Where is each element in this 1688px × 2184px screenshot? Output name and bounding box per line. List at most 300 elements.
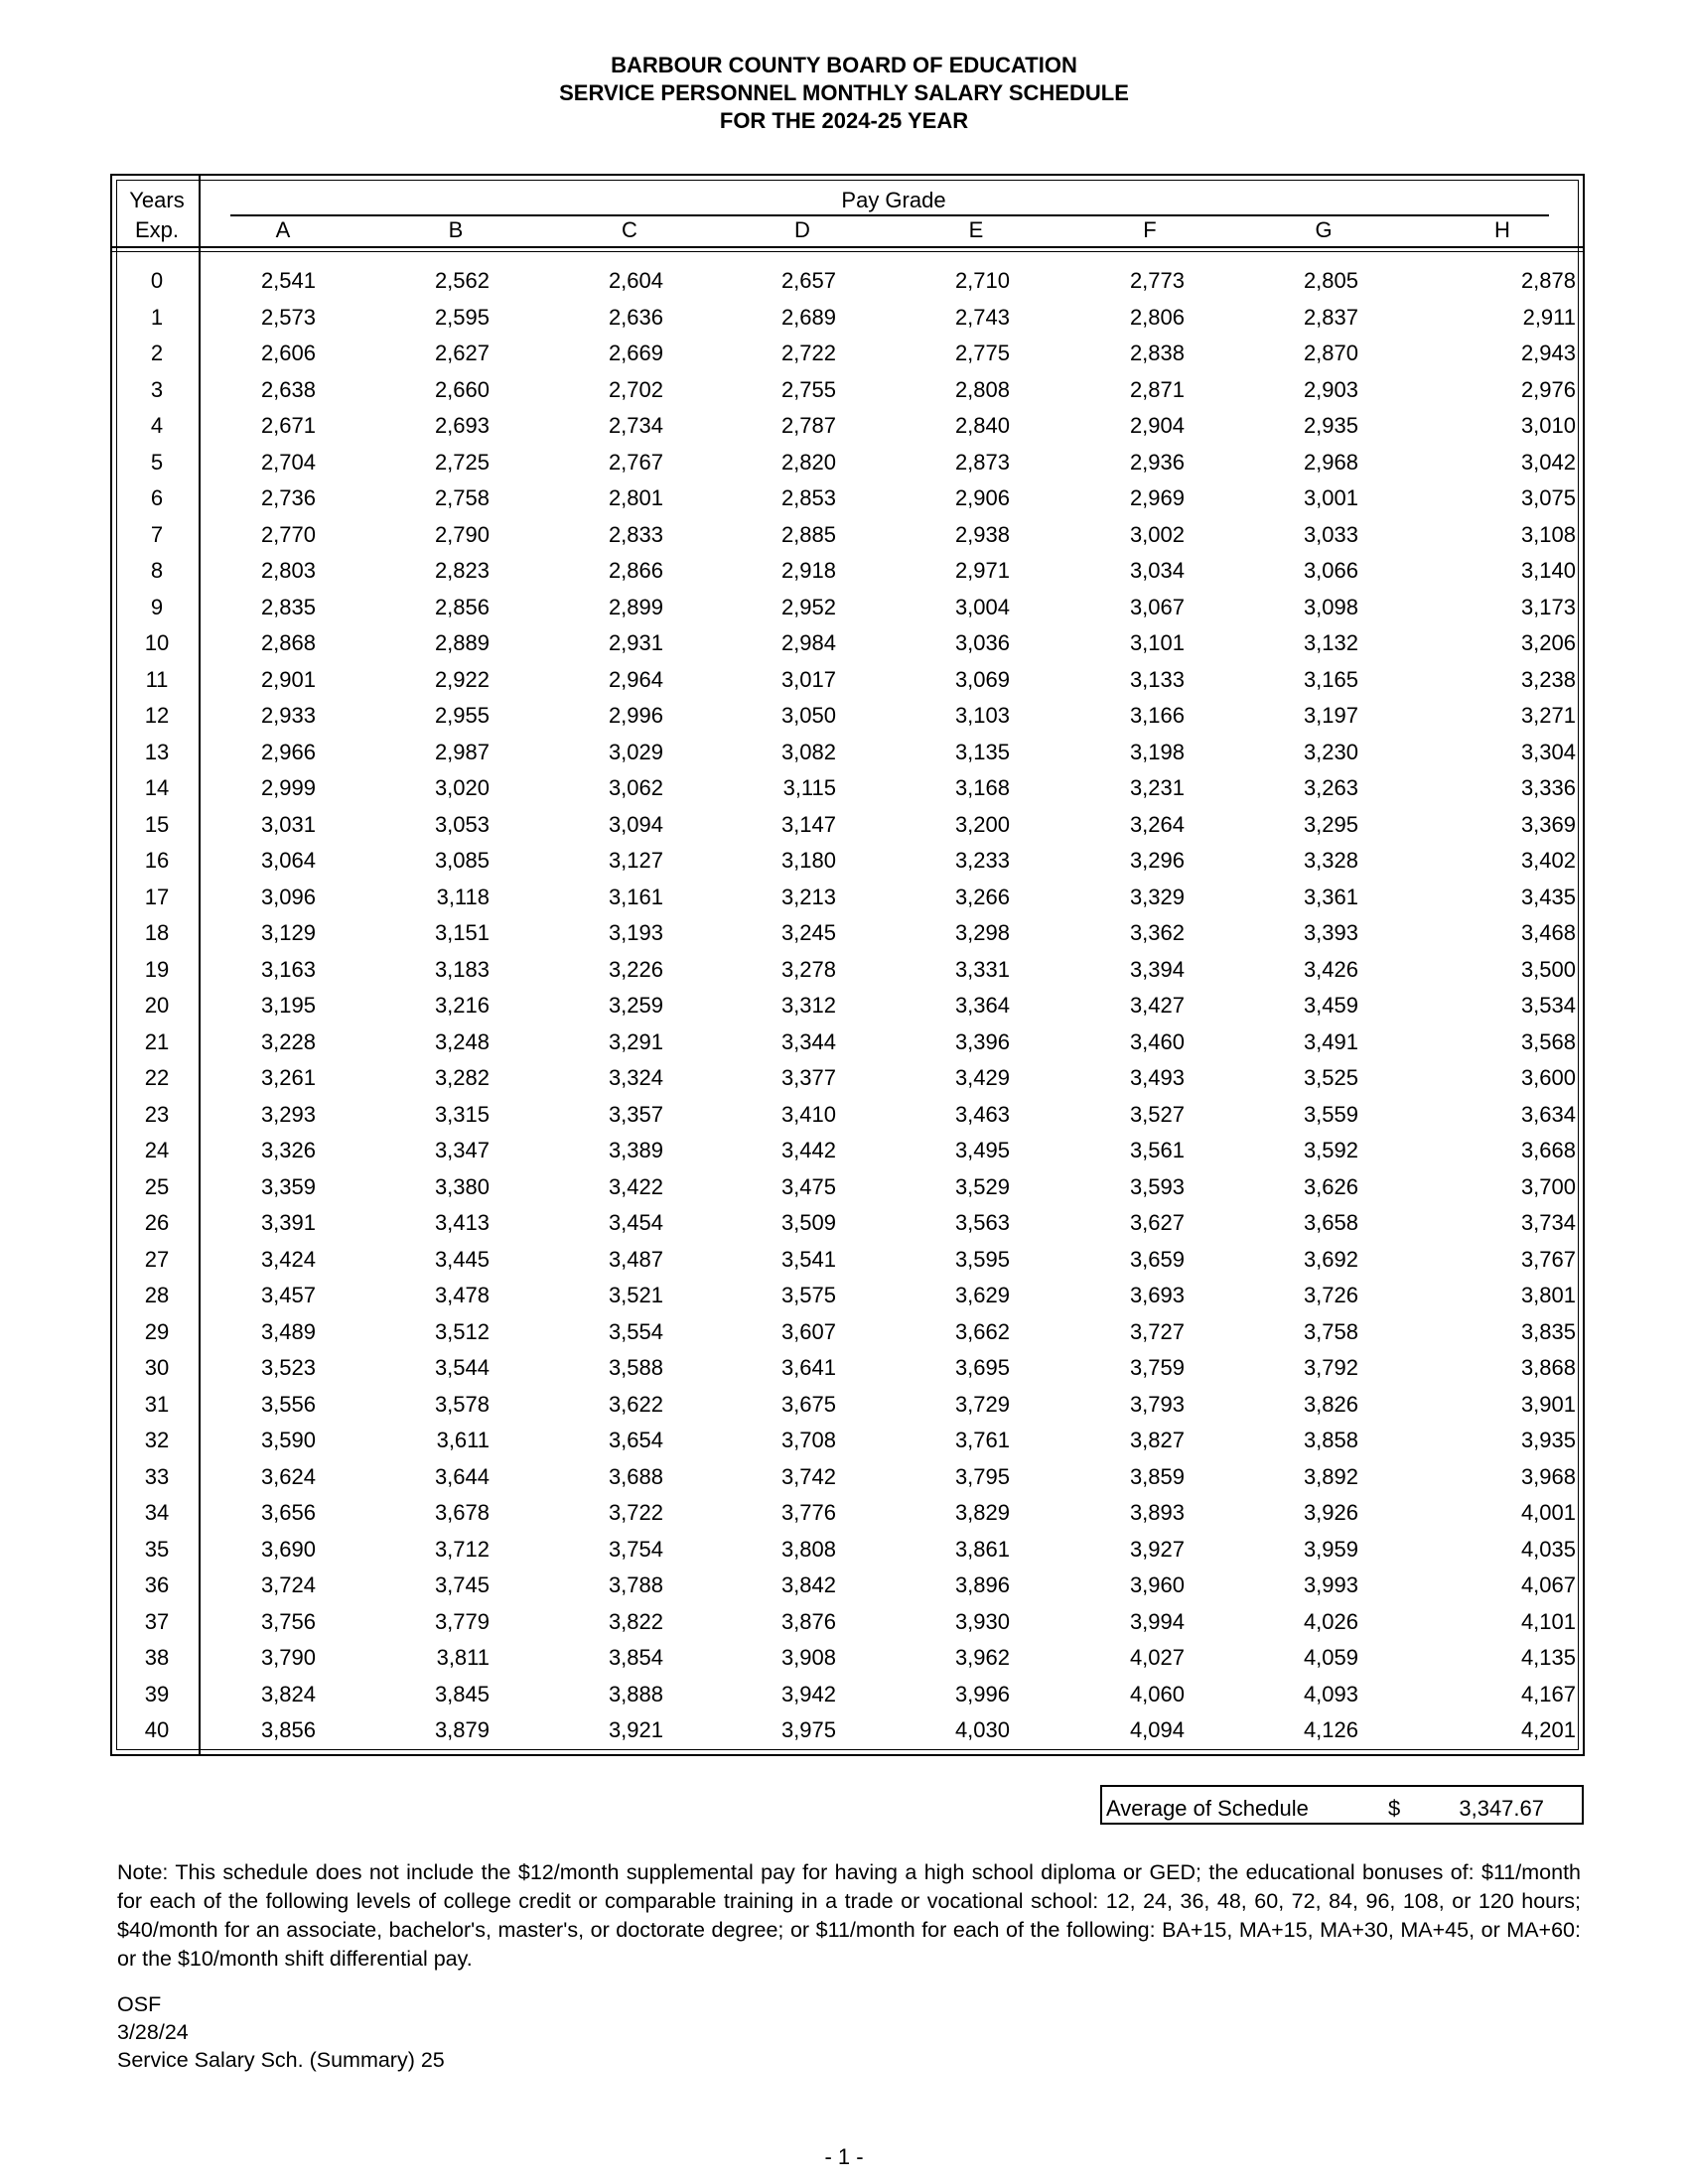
salary-cell: 3,921 xyxy=(608,1717,663,1742)
salary-cell: 3,575 xyxy=(780,1283,836,1307)
salary-cell: 3,304 xyxy=(1520,739,1576,764)
table-row xyxy=(0,1138,1688,1174)
years-cell: 15 xyxy=(144,811,170,837)
salary-cell: 3,690 xyxy=(260,1536,316,1562)
salary-cell: 2,943 xyxy=(1520,341,1576,365)
salary-cell: 2,835 xyxy=(260,594,316,619)
salary-cell: 3,624 xyxy=(260,1463,316,1489)
salary-cell: 3,926 xyxy=(1303,1500,1358,1525)
salary-cell: 2,823 xyxy=(434,558,490,583)
salary-cell: 3,892 xyxy=(1303,1463,1358,1489)
salary-cell: 3,066 xyxy=(1303,558,1358,583)
salary-cell: 3,489 xyxy=(260,1318,316,1344)
salary-cell: 3,556 xyxy=(260,1391,316,1417)
salary-cell: 3,808 xyxy=(780,1536,836,1562)
years-cell: 12 xyxy=(144,703,170,728)
salary-cell: 3,611 xyxy=(436,1428,490,1452)
salary-cell: 3,861 xyxy=(954,1536,1010,1562)
salary-cell: 3,029 xyxy=(608,739,663,764)
salary-cell: 3,359 xyxy=(260,1173,316,1199)
years-cell: 25 xyxy=(144,1173,170,1199)
salary-cell: 4,035 xyxy=(1520,1536,1576,1562)
salary-cell: 3,238 xyxy=(1520,666,1576,692)
salary-cell: 3,291 xyxy=(608,1028,663,1054)
salary-cell: 3,004 xyxy=(954,594,1010,619)
salary-cell: 3,521 xyxy=(608,1283,663,1307)
salary-cell: 2,837 xyxy=(1303,304,1358,330)
footer-author: OSF xyxy=(117,1992,162,2016)
salary-cell: 3,756 xyxy=(260,1608,316,1634)
salary-cell: 3,230 xyxy=(1303,739,1358,764)
salary-cell: 3,629 xyxy=(954,1283,1010,1307)
salary-cell: 3,788 xyxy=(608,1572,663,1597)
years-cell: 37 xyxy=(144,1608,170,1634)
salary-cell: 2,833 xyxy=(608,521,663,547)
salary-cell: 2,801 xyxy=(608,485,663,510)
years-cell: 34 xyxy=(144,1500,170,1525)
salary-cell: 2,671 xyxy=(260,413,316,438)
salary-cell: 2,767 xyxy=(608,449,663,475)
table-row xyxy=(0,1029,1688,1066)
salary-cell: 3,554 xyxy=(608,1318,663,1344)
salary-cell: 2,704 xyxy=(260,449,316,475)
table-row xyxy=(0,1392,1688,1429)
salary-cell: 3,654 xyxy=(608,1428,663,1452)
salary-cell: 3,930 xyxy=(954,1608,1010,1634)
salary-cell: 3,166 xyxy=(1129,703,1185,728)
table-row xyxy=(0,667,1688,704)
salary-cell: 3,468 xyxy=(1520,920,1576,945)
salary-cell: 3,962 xyxy=(954,1645,1010,1670)
salary-cell: 3,064 xyxy=(260,848,316,873)
salary-cell: 2,889 xyxy=(434,630,490,655)
salary-cell: 3,491 xyxy=(1303,1028,1358,1054)
salary-cell: 3,347 xyxy=(434,1138,490,1162)
years-cell: 22 xyxy=(144,1065,170,1090)
salary-cell: 3,493 xyxy=(1129,1065,1185,1090)
salary-cell: 3,607 xyxy=(780,1318,836,1344)
years-cell: 20 xyxy=(144,993,170,1018)
salary-cell: 3,326 xyxy=(260,1138,316,1162)
salary-cell: 3,644 xyxy=(434,1463,490,1489)
salary-cell: 3,226 xyxy=(608,956,663,982)
years-cell: 36 xyxy=(144,1572,170,1597)
salary-cell: 3,592 xyxy=(1303,1138,1358,1162)
salary-cell: 3,118 xyxy=(436,884,490,909)
table-row xyxy=(0,1464,1688,1501)
salary-cell: 3,835 xyxy=(1520,1318,1576,1344)
table-row xyxy=(0,341,1688,377)
salary-cell: 2,775 xyxy=(954,341,1010,365)
salary-cell: 3,959 xyxy=(1303,1536,1358,1562)
pay-grade-header: Pay Grade xyxy=(841,188,946,212)
salary-cell: 2,904 xyxy=(1129,413,1185,438)
salary-cell: 3,525 xyxy=(1303,1065,1358,1090)
salary-cell: 4,126 xyxy=(1303,1717,1358,1742)
table-row xyxy=(0,885,1688,921)
salary-cell: 3,293 xyxy=(260,1101,316,1127)
salary-cell: 3,824 xyxy=(260,1681,316,1706)
footer xyxy=(117,1990,445,2074)
salary-cell: 3,459 xyxy=(1303,993,1358,1018)
years-cell: 9 xyxy=(150,594,164,619)
salary-cell: 2,736 xyxy=(260,485,316,510)
salary-cell: 3,377 xyxy=(780,1065,836,1090)
salary-cell: 2,969 xyxy=(1129,485,1185,510)
salary-cell: 3,364 xyxy=(954,993,1010,1018)
salary-cell: 3,600 xyxy=(1520,1065,1576,1090)
years-cell: 35 xyxy=(144,1536,170,1562)
salary-cell: 3,662 xyxy=(954,1318,1010,1344)
salary-cell: 3,734 xyxy=(1520,1210,1576,1235)
salary-cell: 2,689 xyxy=(780,304,836,330)
salary-cell: 3,168 xyxy=(954,775,1010,800)
salary-cell: 3,324 xyxy=(608,1065,663,1090)
salary-cell: 3,792 xyxy=(1303,1355,1358,1380)
header-divider xyxy=(110,246,1585,248)
table-row xyxy=(0,1319,1688,1356)
salary-cell: 4,027 xyxy=(1129,1645,1185,1670)
salary-cell: 3,198 xyxy=(1129,739,1185,764)
salary-cell: 3,935 xyxy=(1520,1428,1576,1452)
salary-cell: 3,132 xyxy=(1303,630,1358,655)
salary-cell: 3,183 xyxy=(434,956,490,982)
salary-cell: 3,829 xyxy=(954,1500,1010,1525)
table-row xyxy=(0,268,1688,305)
table-row xyxy=(0,1355,1688,1392)
salary-cell: 3,328 xyxy=(1303,848,1358,873)
salary-cell: 3,759 xyxy=(1129,1355,1185,1380)
salary-cell: 2,868 xyxy=(260,630,316,655)
years-cell: 33 xyxy=(144,1463,170,1489)
salary-cell: 2,722 xyxy=(780,341,836,365)
years-cell: 40 xyxy=(144,1717,170,1742)
salary-cell: 3,331 xyxy=(954,956,1010,982)
salary-cell: 3,693 xyxy=(1129,1283,1185,1307)
salary-cell: 3,271 xyxy=(1520,703,1576,728)
years-cell: 39 xyxy=(144,1681,170,1706)
salary-cell: 3,344 xyxy=(780,1028,836,1054)
salary-cell: 3,588 xyxy=(608,1355,663,1380)
salary-cell: 3,017 xyxy=(780,666,836,692)
salary-cell: 3,626 xyxy=(1303,1173,1358,1199)
table-row xyxy=(0,848,1688,885)
salary-cell: 2,906 xyxy=(954,485,1010,510)
footer-date: 3/28/24 xyxy=(117,2020,189,2044)
salary-cell: 3,135 xyxy=(954,739,1010,764)
salary-cell: 3,842 xyxy=(780,1572,836,1597)
salary-cell: 2,702 xyxy=(608,376,663,402)
salary-cell: 3,960 xyxy=(1129,1572,1185,1597)
salary-cell: 3,454 xyxy=(608,1210,663,1235)
salary-cell: 2,918 xyxy=(780,558,836,583)
salary-cell: 2,870 xyxy=(1303,341,1358,365)
years-cell: 16 xyxy=(144,848,170,873)
salary-cell: 3,231 xyxy=(1129,775,1185,800)
years-cell: 10 xyxy=(144,630,170,655)
salary-cell: 3,826 xyxy=(1303,1391,1358,1417)
table-row xyxy=(0,1247,1688,1284)
salary-cell: 3,067 xyxy=(1129,594,1185,619)
salary-cell: 2,636 xyxy=(608,304,663,330)
salary-cell: 3,193 xyxy=(608,920,663,945)
salary-cell: 2,573 xyxy=(260,304,316,330)
table-row xyxy=(0,1500,1688,1537)
grade-header-e: E xyxy=(968,217,984,242)
salary-cell: 3,541 xyxy=(780,1246,836,1272)
salary-cell: 3,712 xyxy=(434,1536,490,1562)
salary-cell: 3,460 xyxy=(1129,1028,1185,1054)
salary-cell: 4,167 xyxy=(1520,1681,1576,1706)
years-cell: 4 xyxy=(150,413,164,438)
salary-cell: 3,994 xyxy=(1129,1608,1185,1634)
salary-cell: 3,641 xyxy=(780,1355,836,1380)
grade-header-d: D xyxy=(794,217,810,242)
table-row xyxy=(0,595,1688,631)
salary-cell: 2,627 xyxy=(434,341,490,365)
salary-cell: 3,036 xyxy=(954,630,1010,655)
note-paragraph: Note: This schedule does not include the $12/month supplemental pay for having a high school diploma or GED; the educational bonuses of: $11/month for each of the following levels of college credit or comparable training in a trade or vocational school: 12, 24, 36, 48, 60, 72, 84, 96, 108, or 120 hours; $40/month for an associate, bachelor's, master's, or doctorate degree; or $11/month for each of the following: BA+15, MA+15, MA+30, MA+45, or MA+60: or the $10/month shift differential pay. xyxy=(117,1860,1581,1971)
salary-cell: 2,806 xyxy=(1129,304,1185,330)
salary-cell: 2,838 xyxy=(1129,341,1185,365)
salary-cell: 3,500 xyxy=(1520,956,1576,982)
salary-cell: 3,435 xyxy=(1520,884,1576,909)
salary-cell: 3,393 xyxy=(1303,920,1358,945)
grade-header-h: H xyxy=(1494,217,1510,242)
years-cell: 2 xyxy=(150,341,164,365)
grade-header-f: F xyxy=(1143,217,1157,242)
salary-cell: 3,968 xyxy=(1520,1463,1576,1489)
grade-header-g: G xyxy=(1315,217,1333,242)
salary-cell: 2,856 xyxy=(434,594,490,619)
salary-cell: 3,050 xyxy=(780,703,836,728)
salary-cell: 4,201 xyxy=(1520,1717,1576,1742)
years-cell: 1 xyxy=(150,304,164,330)
salary-cell: 3,216 xyxy=(434,993,490,1018)
average-label: Average of Schedule xyxy=(1106,1796,1309,1821)
salary-cell: 2,790 xyxy=(434,521,490,547)
salary-cell: 3,108 xyxy=(1520,521,1576,547)
exp-header: Exp. xyxy=(134,217,180,242)
salary-cell: 3,380 xyxy=(434,1173,490,1199)
years-cell: 24 xyxy=(144,1138,170,1162)
salary-cell: 3,795 xyxy=(954,1463,1010,1489)
salary-cell: 2,693 xyxy=(434,413,490,438)
table-row xyxy=(0,485,1688,522)
salary-cell: 2,562 xyxy=(434,268,490,293)
years-cell: 5 xyxy=(150,449,164,475)
salary-cell: 2,840 xyxy=(954,413,1010,438)
salary-cell: 3,708 xyxy=(780,1428,836,1452)
salary-cell: 2,911 xyxy=(1522,304,1576,330)
years-cell: 11 xyxy=(145,666,169,692)
salary-cell: 2,808 xyxy=(954,376,1010,402)
salary-cell: 3,445 xyxy=(434,1246,490,1272)
salary-cell: 2,936 xyxy=(1129,449,1185,475)
salary-cell: 3,845 xyxy=(434,1681,490,1706)
table-row xyxy=(0,522,1688,559)
salary-cell: 3,115 xyxy=(782,775,836,800)
salary-cell: 2,899 xyxy=(608,594,663,619)
salary-cell: 3,942 xyxy=(780,1681,836,1706)
salary-cell: 3,622 xyxy=(608,1391,663,1417)
salary-rows xyxy=(0,268,1688,1754)
salary-cell: 3,593 xyxy=(1129,1173,1185,1199)
years-cell: 8 xyxy=(150,558,164,583)
salary-cell: 3,261 xyxy=(260,1065,316,1090)
table-row xyxy=(0,1682,1688,1718)
years-cell: 21 xyxy=(144,1028,170,1054)
grade-header-a: A xyxy=(275,217,291,242)
salary-cell: 2,758 xyxy=(434,485,490,510)
salary-cell: 3,427 xyxy=(1129,993,1185,1018)
salary-cell: 2,669 xyxy=(608,341,663,365)
salary-cell: 3,002 xyxy=(1129,521,1185,547)
salary-cell: 2,773 xyxy=(1129,268,1185,293)
table-row xyxy=(0,305,1688,341)
salary-cell: 2,938 xyxy=(954,521,1010,547)
table-row xyxy=(0,377,1688,414)
salary-cell: 3,487 xyxy=(608,1246,663,1272)
salary-cell: 4,101 xyxy=(1520,1608,1576,1634)
salary-cell: 3,042 xyxy=(1520,449,1576,475)
salary-cell: 2,933 xyxy=(260,703,316,728)
salary-cell: 2,787 xyxy=(780,413,836,438)
salary-cell: 3,329 xyxy=(1129,884,1185,909)
years-cell: 17 xyxy=(144,884,170,909)
salary-cell: 3,424 xyxy=(260,1246,316,1272)
years-header: Years xyxy=(129,188,185,212)
average-box xyxy=(1100,1785,1584,1825)
grade-header-c: C xyxy=(622,217,637,242)
salary-cell: 2,903 xyxy=(1303,376,1358,402)
salary-cell: 3,908 xyxy=(780,1645,836,1670)
title-line-1: BARBOUR COUNTY BOARD OF EDUCATION xyxy=(611,53,1077,77)
salary-cell: 3,369 xyxy=(1520,811,1576,837)
salary-cell: 3,658 xyxy=(1303,1210,1358,1235)
salary-cell: 3,656 xyxy=(260,1500,316,1525)
salary-cell: 3,692 xyxy=(1303,1246,1358,1272)
table-row xyxy=(0,740,1688,776)
salary-cell: 3,278 xyxy=(780,956,836,982)
salary-cell: 2,606 xyxy=(260,341,316,365)
salary-cell: 3,362 xyxy=(1129,920,1185,945)
salary-cell: 3,729 xyxy=(954,1391,1010,1417)
salary-cell: 3,854 xyxy=(608,1645,663,1670)
salary-cell: 3,563 xyxy=(954,1210,1010,1235)
salary-cell: 3,996 xyxy=(954,1681,1010,1706)
salary-cell: 3,790 xyxy=(260,1645,316,1670)
table-row xyxy=(0,1537,1688,1573)
salary-cell: 3,053 xyxy=(434,811,490,837)
salary-cell: 3,127 xyxy=(608,848,663,873)
salary-cell: 3,927 xyxy=(1129,1536,1185,1562)
salary-cell: 3,228 xyxy=(260,1028,316,1054)
salary-cell: 2,931 xyxy=(608,630,663,655)
salary-cell: 3,722 xyxy=(608,1500,663,1525)
years-cell: 32 xyxy=(144,1428,170,1452)
salary-cell: 3,031 xyxy=(260,811,316,837)
years-cell: 31 xyxy=(144,1391,170,1417)
years-cell: 3 xyxy=(150,376,164,402)
salary-cell: 3,296 xyxy=(1129,848,1185,873)
salary-cell: 3,811 xyxy=(436,1645,490,1670)
salary-cell: 2,966 xyxy=(260,739,316,764)
salary-cell: 2,866 xyxy=(608,558,663,583)
table-row xyxy=(0,1065,1688,1102)
salary-cell: 4,026 xyxy=(1303,1608,1358,1634)
salary-cell: 3,559 xyxy=(1303,1101,1358,1127)
salary-cell: 3,263 xyxy=(1303,775,1358,800)
salary-cell: 2,805 xyxy=(1303,268,1358,293)
salary-cell: 3,893 xyxy=(1129,1500,1185,1525)
title-line-3: FOR THE 2024-25 YEAR xyxy=(719,108,969,133)
years-cell: 14 xyxy=(144,775,170,800)
salary-cell: 2,871 xyxy=(1129,376,1185,402)
table-row xyxy=(0,450,1688,486)
salary-cell: 3,147 xyxy=(780,811,836,837)
years-cell: 38 xyxy=(144,1645,170,1670)
salary-cell: 4,060 xyxy=(1129,1681,1185,1706)
salary-cell: 3,094 xyxy=(608,811,663,837)
salary-cell: 3,776 xyxy=(780,1500,836,1525)
salary-cell: 3,133 xyxy=(1129,666,1185,692)
table-row xyxy=(0,1283,1688,1319)
salary-cell: 4,030 xyxy=(954,1717,1010,1742)
salary-cell: 3,879 xyxy=(434,1717,490,1742)
salary-cell: 4,093 xyxy=(1303,1681,1358,1706)
salary-cell: 3,315 xyxy=(434,1101,490,1127)
salary-cell: 3,742 xyxy=(780,1463,836,1489)
salary-cell: 2,853 xyxy=(780,485,836,510)
salary-cell: 3,727 xyxy=(1129,1318,1185,1344)
salary-cell: 2,638 xyxy=(260,376,316,402)
salary-cell: 2,996 xyxy=(608,703,663,728)
salary-cell: 2,873 xyxy=(954,449,1010,475)
salary-cell: 3,568 xyxy=(1520,1028,1576,1054)
salary-cell: 3,827 xyxy=(1129,1428,1185,1452)
salary-cell: 3,429 xyxy=(954,1065,1010,1090)
title-line-2: SERVICE PERSONNEL MONTHLY SALARY SCHEDULE xyxy=(559,80,1129,105)
salary-cell: 2,878 xyxy=(1520,268,1576,293)
average-currency: $ xyxy=(1388,1796,1401,1821)
salary-cell: 3,858 xyxy=(1303,1428,1358,1452)
salary-cell: 3,020 xyxy=(434,775,490,800)
salary-cell: 3,876 xyxy=(780,1608,836,1634)
salary-cell: 2,820 xyxy=(780,449,836,475)
salary-cell: 3,075 xyxy=(1520,485,1576,510)
table-row xyxy=(0,558,1688,595)
salary-cell: 3,357 xyxy=(608,1101,663,1127)
salary-cell: 2,743 xyxy=(954,304,1010,330)
salary-cell: 3,173 xyxy=(1520,594,1576,619)
salary-cell: 3,561 xyxy=(1129,1138,1185,1162)
table-row xyxy=(0,812,1688,849)
years-cell: 23 xyxy=(144,1101,170,1127)
salary-cell: 3,578 xyxy=(434,1391,490,1417)
years-cell: 7 xyxy=(150,521,164,547)
salary-cell: 3,180 xyxy=(780,848,836,873)
salary-cell: 3,312 xyxy=(780,993,836,1018)
salary-cell: 3,200 xyxy=(954,811,1010,837)
table-row xyxy=(0,775,1688,812)
salary-cell: 3,495 xyxy=(954,1138,1010,1162)
salary-cell: 3,463 xyxy=(954,1101,1010,1127)
years-cell: 18 xyxy=(144,920,170,945)
salary-cell: 3,245 xyxy=(780,920,836,945)
salary-cell: 3,442 xyxy=(780,1138,836,1162)
salary-cell: 3,888 xyxy=(608,1681,663,1706)
